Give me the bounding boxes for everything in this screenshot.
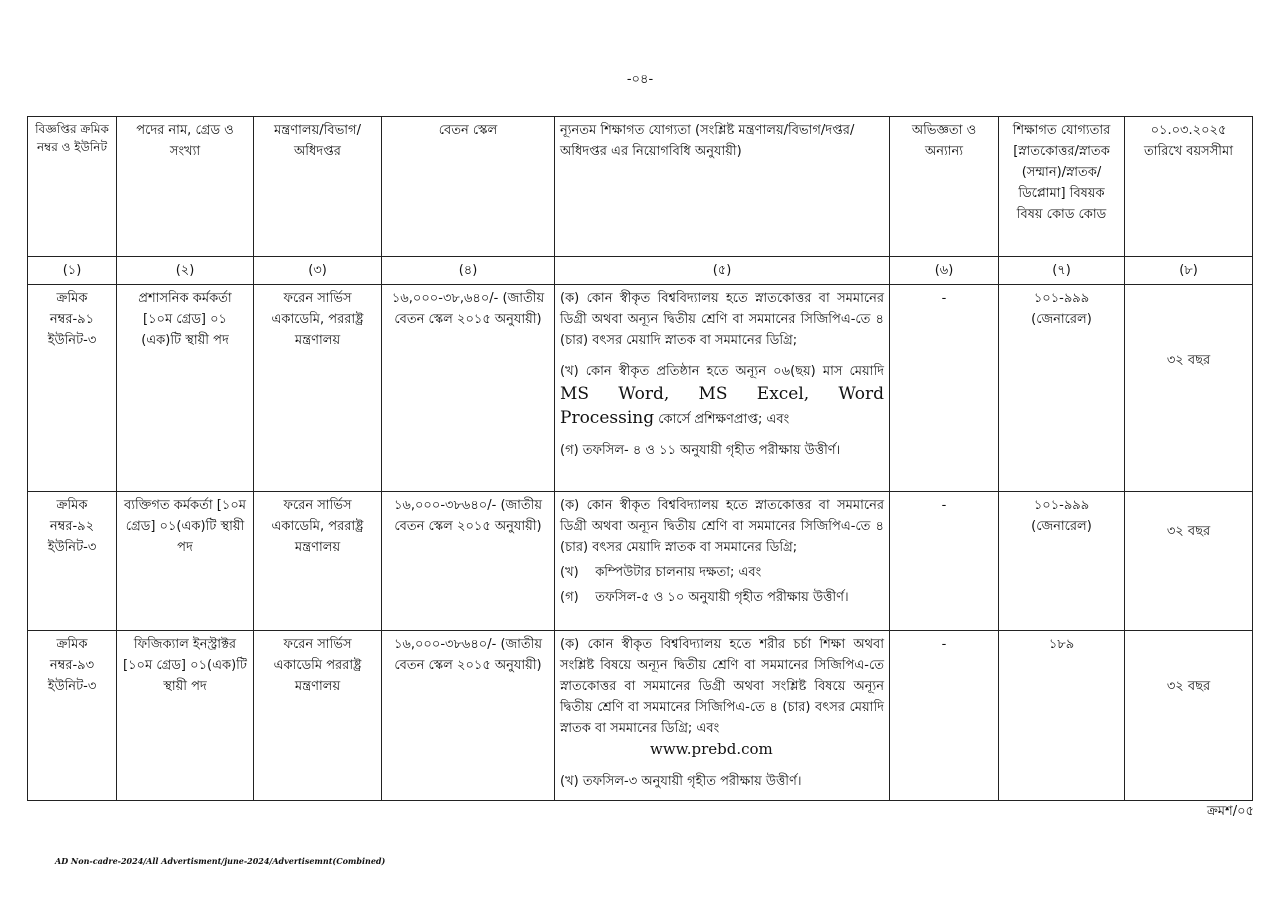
qualification-b: (খ) কম্পিউটার চালনায় দক্ষতা; এবং <box>560 565 762 580</box>
footer-path: AD Non-cadre-2024/All Advertisment/june-2024/Advertisemnt(Combined) <box>55 856 386 866</box>
qualification-a-text: (ক) কোন স্বীকৃত বিশ্ববিদ্যালয় হতে শরীর চর্চা শিক্ষা অথবা সংশ্লিষ্ট বিষয়ে অন্যূন দ্বিতীয় শ্রেণি বা সমমানের সিজিপিএ-তে স্নাতকোত্তর বা সমমানের ডিগ্রী অথবা সংশ্লিষ্ট বিষয়ে অন্যূন দ্বিতীয় শ্রেণি বা সমমানের সিজিপিএ-তে ৪ (চার) বৎসর মেয়াদি স্নাতক বা সমমানের ডিগ্রি; এবং <box>560 637 884 736</box>
post-cell: ব্যক্তিগত কর্মকর্তা [১০ম গ্রেড] ০১(এক)টি স্থায়ী পদ <box>117 492 254 631</box>
qualification-cell <box>555 631 890 801</box>
ministry-cell: ফরেন সার্ভিস একাডেমি, পররাষ্ট্র মন্ত্রণালয় <box>254 492 382 631</box>
qualification-a: (ক) কোন স্বীকৃত বিশ্ববিদ্যালয় হতে স্নাতকোত্তর বা সমমানের ডিগ্রী অথবা অন্যূন দ্বিতীয় শ্রেণি বা সমমানের সিজিপিএ-তে ৪ (চার) বৎসর মেয়াদি স্নাতক বা সমমানের ডিগ্রি; <box>560 498 884 555</box>
experience-cell: - <box>890 492 999 631</box>
col-number: (২) <box>117 257 254 285</box>
header-age-limit: ০১.০৩.২০২৫ তারিখে বয়সসীমা <box>1125 117 1253 257</box>
ministry-cell: ফরেন সার্ভিস একাডেমি, পররাষ্ট্র মন্ত্রণালয় <box>254 285 382 492</box>
watermark-text: www.prebd.com <box>650 740 773 758</box>
experience-cell: - <box>890 631 999 801</box>
header-pay-scale: বেতন স্কেল <box>382 117 555 257</box>
qualification-b: (খ) তফসিল-৩ অনুযায়ী গৃহীত পরীক্ষায় উত্তীর্ণ। <box>560 774 802 789</box>
subject-code-cell: ১০১-৯৯৯ (জেনারেল) <box>999 285 1125 492</box>
column-number-row <box>28 257 1253 285</box>
header-subject-code: শিক্ষাগত যোগ্যতার [স্নাতকোত্তর/স্নাতক (সম্মান)/স্নাতক/ ডিপ্লোমা] বিষয়ক বিষয় কোড কোড <box>999 117 1125 257</box>
software-list: MS Word, MS Excel, Word Processing <box>560 384 884 428</box>
col-number: (৮) <box>1125 257 1253 285</box>
post-cell: ফিজিক্যাল ইনস্ট্রাক্টর [১০ম গ্রেড] ০১(এক)টি স্থায়ী পদ <box>117 631 254 801</box>
col-number: (১) <box>28 257 117 285</box>
qualification-c: (গ) তফসিল-৫ ও ১০ অনুযায়ী গৃহীত পরীক্ষায় উত্তীর্ণ। <box>560 590 849 605</box>
col-number: (৫) <box>555 257 890 285</box>
pay-scale-cell: ১৬,০০০-৩৮,৬৪০/- (জাতীয় বেতন স্কেল ২০১৫ অনুযায়ী) <box>382 285 555 492</box>
qualification-b-text: (খ) কোন স্বীকৃত প্রতিষ্ঠান হতে অন্যূন ০৬(ছয়) মাস মেয়াদি <box>560 364 884 379</box>
ministry-cell: ফরেন সার্ভিস একাডেমি পররাষ্ট্র মন্ত্রণালয় <box>254 631 382 801</box>
age-limit-cell <box>1125 631 1253 801</box>
col-number: (৪) <box>382 257 555 285</box>
serial-cell: ক্রমিক নম্বর-৯১ ইউনিট-৩ <box>28 285 117 492</box>
age-limit-cell <box>1125 285 1253 492</box>
age-limit-text: ৩২ বছর <box>1166 353 1211 368</box>
header-row <box>28 117 1253 257</box>
subject-code-cell: ১০১-৯৯৯ (জেনারেল) <box>999 492 1125 631</box>
header-experience: অভিজ্ঞতা ও অন্যান্য <box>890 117 999 257</box>
pay-scale-cell: ১৬,০০০-৩৮৬৪০/- (জাতীয় বেতন স্কেল ২০১৫ অনুযায়ী) <box>382 631 555 801</box>
qualification-b <box>560 361 884 430</box>
header-post: পদের নাম, গ্রেড ও সংখ্যা <box>117 117 254 257</box>
page-number: -০৪- <box>626 72 654 87</box>
qualification-cell <box>555 285 890 492</box>
age-limit-cell <box>1125 492 1253 631</box>
header-serial: বিজ্ঞপ্তির ক্রমিক নম্বর ও ইউনিট <box>28 117 117 257</box>
header-ministry: মন্ত্রণালয়/বিভাগ/ অধিদপ্তর <box>254 117 382 257</box>
qualification-c: (গ) তফসিল- ৪ ও ১১ অনুযায়ী গৃহীত পরীক্ষায় উত্তীর্ণ। <box>560 443 841 458</box>
serial-cell: ক্রমিক নম্বর-৯৩ ইউনিট-৩ <box>28 631 117 801</box>
qualification-a <box>560 634 884 761</box>
age-limit-text: ৩২ বছর <box>1166 524 1211 539</box>
post-cell: প্রশাসনিক কর্মকর্তা [১০ম গ্রেড] ০১ (এক)টি স্থায়ী পদ <box>117 285 254 492</box>
recruitment-table <box>27 116 1253 801</box>
age-limit-text: ৩২ বছর <box>1166 678 1211 694</box>
serial-cell: ক্রমিক নম্বর-৯২ ইউনিট-৩ <box>28 492 117 631</box>
table-row <box>28 631 1253 801</box>
subject-code-cell: ১৮৯ <box>999 631 1125 801</box>
col-number: (৭) <box>999 257 1125 285</box>
qualification-cell <box>555 492 890 631</box>
experience-cell: - <box>890 285 999 492</box>
pay-scale-cell: ১৬,০০০-৩৮৬৪০/- (জাতীয় বেতন স্কেল ২০১৫ অনুযায়ী) <box>382 492 555 631</box>
col-number: (৬) <box>890 257 999 285</box>
qualification-b-tail: কোর্সে প্রশিক্ষণপ্রাপ্ত; এবং <box>658 412 790 427</box>
col-number: (৩) <box>254 257 382 285</box>
header-qualification: ন্যূনতম শিক্ষাগত যোগ্যতা (সংশ্লিষ্ট মন্ত্রণালয়/বিভাগ/দপ্তর/অধিদপ্তর এর নিয়োগবিধি অনুযায়ী) <box>555 117 890 257</box>
table-row <box>28 492 1253 631</box>
table-row <box>28 285 1253 492</box>
qualification-a: (ক) কোন স্বীকৃত বিশ্ববিদ্যালয় হতে স্নাতকোত্তর বা সমমানের ডিগ্রী অথবা অন্যূন দ্বিতীয় শ্রেণি বা সমমানের সিজিপিএ-তে ৪ (চার) বৎসর মেয়াদি স্নাতক বা সমমানের ডিগ্রি; <box>560 291 884 348</box>
continued-note: ক্রমশ/০৫ <box>1206 804 1254 819</box>
